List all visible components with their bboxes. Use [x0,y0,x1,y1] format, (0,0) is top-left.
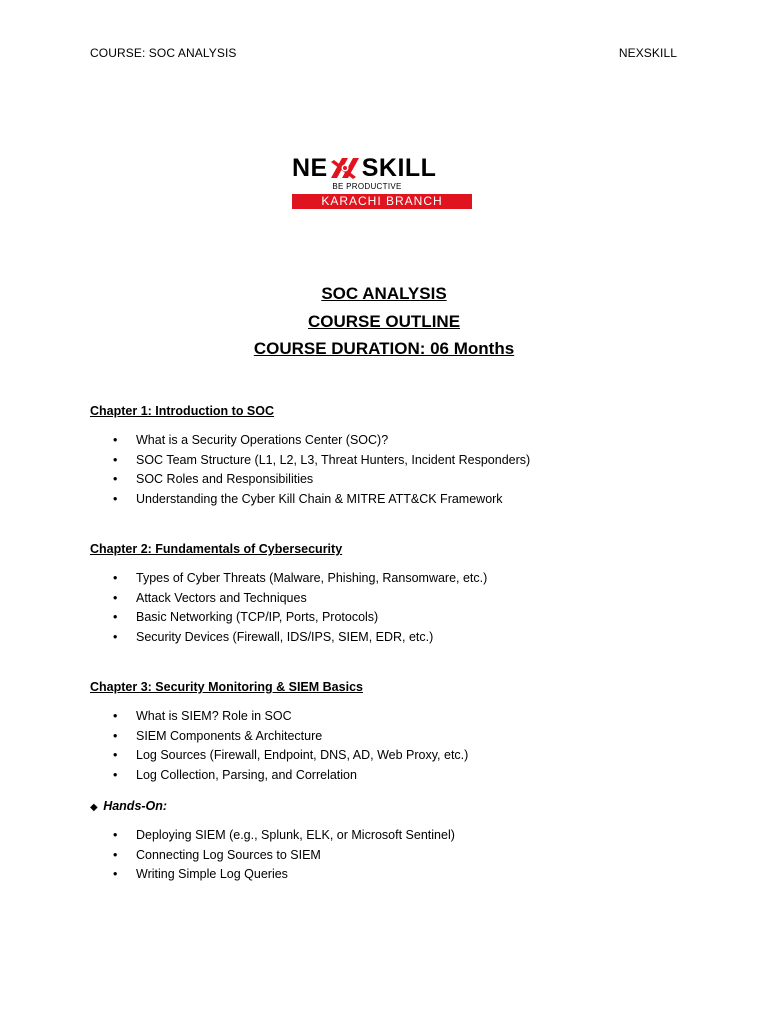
logo-branch-banner: KARACHI BRANCH [292,194,472,209]
list-item: • Understanding the Cyber Kill Chain & MITRE ATT&CK Framework [90,490,690,510]
chapter-1-list [90,431,690,509]
hands-on-list [90,826,690,885]
title-line-2: COURSE OUTLINE [307,311,461,331]
page-header-brand: NEXSKILL [618,46,677,60]
hands-on-label: Hands-On: [103,799,168,813]
title-line-1: SOC ANALYSIS [321,284,447,303]
logo-wordmark-suffix: SKILL [361,154,437,182]
hands-on-heading [90,796,690,816]
list-item: • Attack Vectors and Techniques [90,589,690,609]
list-item: • SOC Roles and Responsibilities [90,470,690,490]
title-line-3: COURSE DURATION: 06 Months [253,339,515,358]
list-item: • Writing Simple Log Queries [90,865,690,885]
list-item: • Log Sources (Firewall, Endpoint, DNS, AD, Web Proxy, etc.) [90,746,690,766]
list-item: • What is SIEM? Role in SOC [90,707,690,727]
logo-tagline: BE PRODUCTIVE [332,182,402,191]
document-title [0,280,768,363]
nexskill-logo [292,154,472,210]
list-item: • SIEM Components & Architecture [90,727,690,747]
chapter-1-heading: Chapter 1: Introduction to SOC [90,404,275,418]
list-item: • Log Collection, Parsing, and Correlation [90,766,690,786]
logo-wordmark [292,154,472,182]
list-item: • SOC Team Structure (L1, L2, L3, Threat Hunters, Incident Responders) [90,451,690,471]
chapter-3-heading: Chapter 3: Security Monitoring & SIEM Basics [90,680,363,694]
chapter-3-list [90,707,690,785]
course-outline [90,401,690,885]
list-item: • Deploying SIEM (e.g., Splunk, ELK, or Microsoft Sentinel) [90,826,690,846]
list-item: • Types of Cyber Threats (Malware, Phishing, Ransomware, etc.) [90,569,690,589]
chapter-2-list [90,569,690,647]
page-header-course: COURSE: SOC ANALYSIS [90,46,237,60]
logo-x-mark-icon [328,154,362,182]
diamond-bullet-icon: ◆ [90,802,98,813]
list-item: • What is a Security Operations Center (SOC)? [90,431,690,451]
chapter-2-heading: Chapter 2: Fundamentals of Cybersecurity [90,542,343,556]
list-item: • Security Devices (Firewall, IDS/IPS, SIEM, EDR, etc.) [90,628,690,648]
list-item: • Connecting Log Sources to SIEM [90,846,690,866]
list-item: • Basic Networking (TCP/IP, Ports, Protocols) [90,608,690,628]
logo-wordmark-prefix: NE [292,154,328,182]
